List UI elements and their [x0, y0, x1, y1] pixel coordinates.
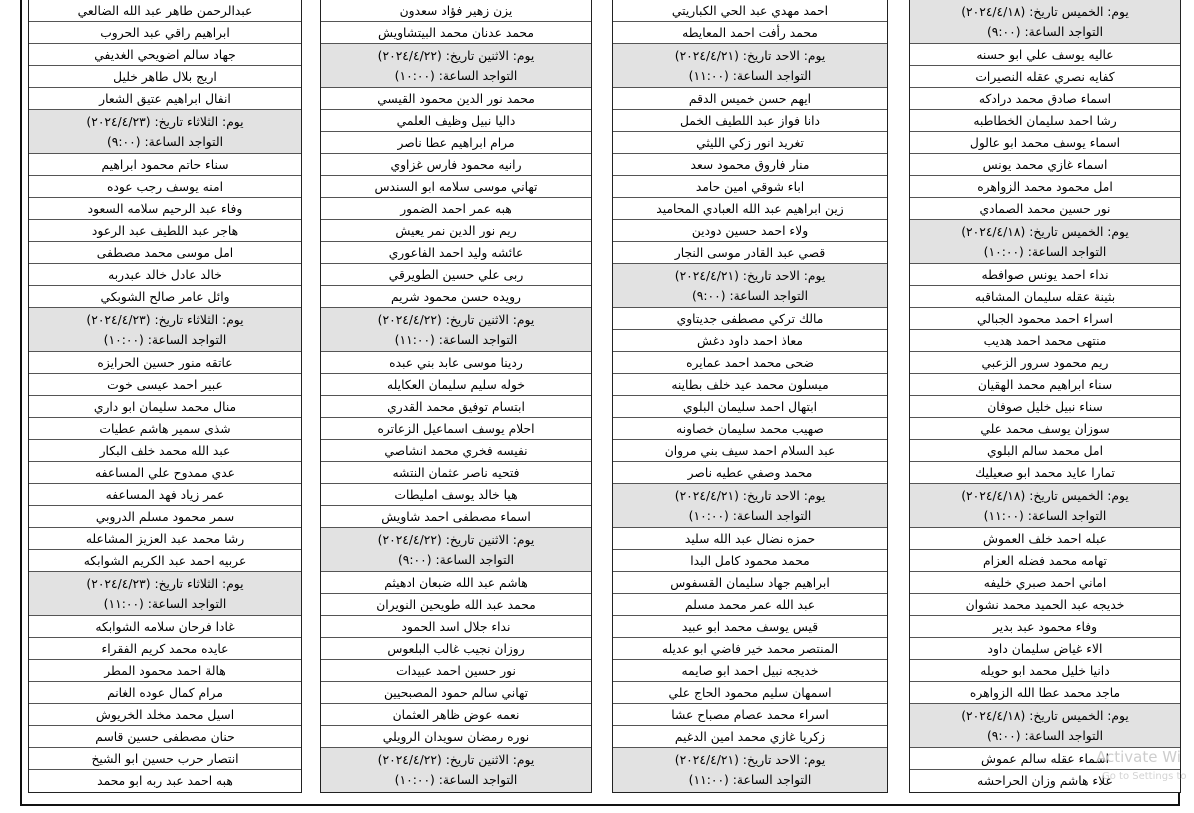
name-row: عبير احمد عيسى خوت: [29, 374, 301, 396]
name-row: اسماء مصطفى احمد شاويش: [321, 506, 591, 528]
name-row: عبدالرحمن طاهر عبد الله الضالعي: [29, 0, 301, 22]
name-row: اريج بلال طاهر خليل: [29, 66, 301, 88]
name-row: محمد عبد الله طويحين النويران: [321, 594, 591, 616]
name-row: قيس يوسف محمد ابو عبيد: [613, 616, 887, 638]
name-row: صهيب محمد سليمان خصاونه: [613, 418, 887, 440]
name-row: اسيل محمد مخلد الخريوش: [29, 704, 301, 726]
name-row: ابتهال احمد سليمان البلوي: [613, 396, 887, 418]
session-time: التواجد الساعة: (١١:٠٠): [983, 509, 1107, 523]
name-row: عايده محمد كريم الفقراء: [29, 638, 301, 660]
name-row: سمر محمود مسلم الدروبي: [29, 506, 301, 528]
session-header: [29, 572, 301, 616]
name-row: زكريا غازي محمد امين الدغيم: [613, 726, 887, 748]
name-row: عبله احمد خلف العموش: [910, 528, 1180, 550]
session-day-date: يوم: الثلاثاء تاريخ: (٢٠٢٤/٤/٢٣): [86, 577, 244, 591]
name-row: وائل عامر صالح الشوبكي: [29, 286, 301, 308]
session-day-date: يوم: الخميس تاريخ: (٢٠٢٤/٤/١٨): [961, 5, 1129, 19]
session-header: [321, 44, 591, 88]
session-time: التواجد الساعة: (٩:٠٠): [397, 553, 515, 567]
name-row: ردينا موسى عابد بني عبده: [321, 352, 591, 374]
name-row: هالة احمد محمود المطر: [29, 660, 301, 682]
name-row: انفال ابراهيم عتيق الشعار: [29, 88, 301, 110]
name-row: ابتسام توفيق محمد القدري: [321, 396, 591, 418]
name-row: اباء شوقي امين حامد: [613, 176, 887, 198]
name-row: احمد مهدي عبد الحي الكباريتي: [613, 0, 887, 22]
name-row: محمد محمود كامل البدا: [613, 550, 887, 572]
session-time: التواجد الساعة: (٩:٠٠): [691, 289, 809, 303]
name-row: نداء جلال اسد الحمود: [321, 616, 591, 638]
session-header: [613, 44, 887, 88]
session-header: [321, 528, 591, 572]
name-row: عبد السلام احمد سيف بني مروان: [613, 440, 887, 462]
schedule-column-monday: [320, 0, 592, 793]
name-row: هيا خالد يوسف امليطات: [321, 484, 591, 506]
name-row: عاتقه منور حسين الحرايزه: [29, 352, 301, 374]
session-day-date: يوم: الاحد تاريخ: (٢٠٢٤/٤/٢١): [674, 49, 826, 63]
name-row: عائشه وليد احمد الفاعوري: [321, 242, 591, 264]
name-row: عدي ممدوح علي المساعفه: [29, 462, 301, 484]
session-time: التواجد الساعة: (١٠:٠٠): [394, 773, 518, 787]
session-time: التواجد الساعة: (١٠:٠٠): [688, 509, 812, 523]
name-row: ميسلون محمد عيد خلف بطاينه: [613, 374, 887, 396]
session-time: التواجد الساعة: (١١:٠٠): [688, 69, 812, 83]
name-row: المنتصر محمد خير فاضي ابو عديله: [613, 638, 887, 660]
name-row: اسماء عقله سالم عموش: [910, 748, 1180, 770]
name-row: هبه احمد عبد ربه ابو محمد: [97, 774, 233, 788]
name-row: نعمه عوض ظاهر العثمان: [321, 704, 591, 726]
session-header: [910, 220, 1180, 264]
name-row: سناء نبيل خليل صوفان: [910, 396, 1180, 418]
name-row: منار فاروق محمود سعد: [613, 154, 887, 176]
name-row: قصي عبد القادر موسى النجار: [613, 242, 887, 264]
name-row: محمد وصفي عطيه ناصر: [613, 462, 887, 484]
name-row: بثينة عقله سليمان المشاقبه: [910, 286, 1180, 308]
name-row: محمد رأفت احمد المعايطه: [613, 22, 887, 44]
session-time: التواجد الساعة: (٩:٠٠): [986, 729, 1104, 743]
session-day-date: يوم: الاحد تاريخ: (٢٠٢٤/٤/٢١): [674, 269, 826, 283]
session-day-date: يوم: الخميس تاريخ: (٢٠٢٤/٤/١٨): [961, 225, 1129, 239]
name-row: تهاني موسى سلامه ابو السندس: [321, 176, 591, 198]
name-row: نداء احمد يونس صوافطه: [910, 264, 1180, 286]
name-row: عاليه يوسف علي ابو حسنه: [910, 44, 1180, 66]
schedule-column-tuesday: [28, 0, 302, 793]
name-row: اسمهان سليم محمود الحاج علي: [613, 682, 887, 704]
name-row: ايهم حسن خميس الدقم: [613, 88, 887, 110]
name-row: نفيسه فخري محمد انشاصي: [321, 440, 591, 462]
name-row: خالد عادل خالد عبدربه: [29, 264, 301, 286]
session-header: [321, 748, 591, 792]
session-day-date: يوم: الاثنين تاريخ: (٢٠٢٤/٤/٢٢): [377, 313, 535, 327]
name-row: كفايه نصري عقله النصيرات: [910, 66, 1180, 88]
session-day-date: يوم: الثلاثاء تاريخ: (٢٠٢٤/٤/٢٣): [86, 115, 244, 129]
session-day-date: يوم: الخميس تاريخ: (٢٠٢٤/٤/١٨): [961, 709, 1129, 723]
session-header: [29, 308, 301, 352]
name-row: شذى سمير هاشم عطيات: [29, 418, 301, 440]
name-row: غادا فرحان سلامه الشوابكه: [29, 616, 301, 638]
name-row: عمر زياد فهد المساعفه: [29, 484, 301, 506]
name-row: مرام كمال عوده الغانم: [29, 682, 301, 704]
session-day-date: يوم: الثلاثاء تاريخ: (٢٠٢٤/٤/٢٣): [86, 313, 244, 327]
name-row: دانيا خليل محمد ابو حويله: [910, 660, 1180, 682]
name-row: هبه عمر احمد الضمور: [321, 198, 591, 220]
name-row: ابراهيم راقي عبد الحروب: [29, 22, 301, 44]
name-row: اماني احمد صبري خليفه: [910, 572, 1180, 594]
session-time: التواجد الساعة: (١٠:٠٠): [394, 69, 518, 83]
name-row: خديجه عبد الحميد محمد نشوان: [910, 594, 1180, 616]
name-row: امل موسى محمد مصطفى: [29, 242, 301, 264]
name-row: اسماء صادق محمد درادكه: [910, 88, 1180, 110]
schedule-column-thursday: [909, 0, 1181, 793]
name-row: منتهى محمد احمد هديب: [910, 330, 1180, 352]
session-time: التواجد الساعة: (١٠:٠٠): [983, 245, 1107, 259]
session-day-date: يوم: الاثنين تاريخ: (٢٠٢٤/٤/٢٢): [377, 49, 535, 63]
activate-windows-settings-hint: Go to Settings to: [1102, 771, 1187, 782]
session-day-date: يوم: الاثنين تاريخ: (٢٠٢٤/٤/٢٢): [377, 753, 535, 767]
name-row: امنه يوسف رجب عوده: [29, 176, 301, 198]
name-row: سوزان يوسف محمد علي: [910, 418, 1180, 440]
name-row: اسراء محمد عصام مصباح عشا: [613, 704, 887, 726]
name-row: وفاء محمود عبد بدير: [910, 616, 1180, 638]
name-row: عبد الله محمد خلف البكار: [29, 440, 301, 462]
session-header: [613, 748, 887, 792]
name-row: دانا فواز عبد اللطيف الخمل: [613, 110, 887, 132]
name-row: رشا احمد سليمان الخطاطبه: [910, 110, 1180, 132]
name-row: نوره رمضان سويدان الرويلي: [321, 726, 591, 748]
name-row: ربى علي حسين الطويرقي: [321, 264, 591, 286]
name-row: منال محمد سليمان ابو داري: [29, 396, 301, 418]
session-header: [910, 0, 1180, 44]
session-time: التواجد الساعة: (١١:٠٠): [394, 333, 518, 347]
name-row: ضحى محمد احمد عمايره: [613, 352, 887, 374]
session-day-date: يوم: الخميس تاريخ: (٢٠٢٤/٤/١٨): [961, 489, 1129, 503]
session-time: التواجد الساعة: (١١:٠٠): [103, 597, 227, 611]
name-row: هاشم عبد الله ضبعان ادهيثم: [321, 572, 591, 594]
session-header: [29, 110, 301, 154]
session-header: [321, 308, 591, 352]
name-row: خديجه نبيل احمد ابو صايمه: [613, 660, 887, 682]
name-row: فتحيه ناصر عثمان النتشه: [321, 462, 591, 484]
name-row: رانيه محمود فارس غزاوي: [321, 154, 591, 176]
name-row: تغريد انور زكي الليثي: [613, 132, 887, 154]
name-row: سناء حاتم محمود ابراهيم: [29, 154, 301, 176]
name-row: روزان نجيب غالب البلعوس: [321, 638, 591, 660]
name-row: هاجر عبد اللطيف عبد الرعود: [29, 220, 301, 242]
name-row: اسراء احمد محمود الجبالي: [910, 308, 1180, 330]
name-row: رويده حسن محمود شريم: [321, 286, 591, 308]
name-row: تهامه محمد فضله العزام: [910, 550, 1180, 572]
name-row: ولاء احمد حسين دودين: [613, 220, 887, 242]
name-row: داليا نبيل وظيف العلمي: [321, 110, 591, 132]
name-row: ماجد محمد عطا الله الزواهره: [910, 682, 1180, 704]
session-header: [910, 484, 1180, 528]
name-row: احلام يوسف اسماعيل الزعاتره: [321, 418, 591, 440]
name-row: الاء غياض سليمان داود: [910, 638, 1180, 660]
session-day-date: يوم: الاحد تاريخ: (٢٠٢٤/٤/٢١): [674, 753, 826, 767]
name-row: ابراهيم جهاد سليمان القسفوس: [613, 572, 887, 594]
name-row: جهاد سالم اضويحي الغديفي: [29, 44, 301, 66]
name-row: نور حسين احمد عبيدات: [321, 660, 591, 682]
session-day-date: يوم: الاثنين تاريخ: (٢٠٢٤/٤/٢٢): [377, 533, 535, 547]
name-row: عبد الله عمر محمد مسلم: [613, 594, 887, 616]
name-row: يزن زهير فؤاد سعدون: [321, 0, 591, 22]
name-row: مرام ابراهيم عطا ناصر: [321, 132, 591, 154]
name-row: معاذ احمد داود دغش: [613, 330, 887, 352]
session-time: التواجد الساعة: (٩:٠٠): [986, 25, 1104, 39]
name-row: خوله سليم سليمان العكايله: [321, 374, 591, 396]
name-row: اسماء يوسف محمد ابو عالول: [910, 132, 1180, 154]
name-row: عربيه احمد عبد الكريم الشوابكه: [29, 550, 301, 572]
name-row: وفاء عبد الرحيم سلامه السعود: [29, 198, 301, 220]
name-row: زين ابراهيم عبد الله العبادي المحاميد: [613, 198, 887, 220]
session-time: التواجد الساعة: (١٠:٠٠): [103, 333, 227, 347]
name-row: محمد نور الدين محمود القيسي: [321, 88, 591, 110]
name-row: علاء هاشم وزان الحراحشه: [977, 774, 1113, 788]
name-row: امل محمد سالم البلوي: [910, 440, 1180, 462]
name-row: حمزه نضال عبد الله سليد: [613, 528, 887, 550]
name-row: ريم نور الدين نمر يعيش: [321, 220, 591, 242]
name-row: اسماء غازي محمد يونس: [910, 154, 1180, 176]
session-header: [613, 484, 887, 528]
session-header: [613, 264, 887, 308]
name-row: امل محمود محمد الزواهره: [910, 176, 1180, 198]
name-row: نور حسين محمد الصمادي: [910, 198, 1180, 220]
name-row: مالك تركي مصطفى جديتاوي: [613, 308, 887, 330]
session-time: التواجد الساعة: (٩:٠٠): [106, 135, 224, 149]
name-row: انتصار حرب حسين ابو الشيخ: [29, 748, 301, 770]
name-row: محمد عدنان محمد البيتشاويش: [321, 22, 591, 44]
name-row: حنان مصطفى حسين قاسم: [29, 726, 301, 748]
activate-windows-watermark: Activate Wi: [1096, 748, 1181, 766]
session-header: [910, 704, 1180, 748]
name-row: رشا محمد عبد العزيز المشاعله: [29, 528, 301, 550]
name-row: تهاني سالم حمود المصبحيين: [321, 682, 591, 704]
session-time: التواجد الساعة: (١١:٠٠): [688, 773, 812, 787]
schedule-column-sunday: [612, 0, 888, 793]
name-row: سناء ابراهيم محمد الهقيان: [910, 374, 1180, 396]
name-row: ريم محمود سرور الزعبي: [910, 352, 1180, 374]
session-day-date: يوم: الاحد تاريخ: (٢٠٢٤/٤/٢١): [674, 489, 826, 503]
name-row: تمارا عايد محمد ابو صعيليك: [910, 462, 1180, 484]
